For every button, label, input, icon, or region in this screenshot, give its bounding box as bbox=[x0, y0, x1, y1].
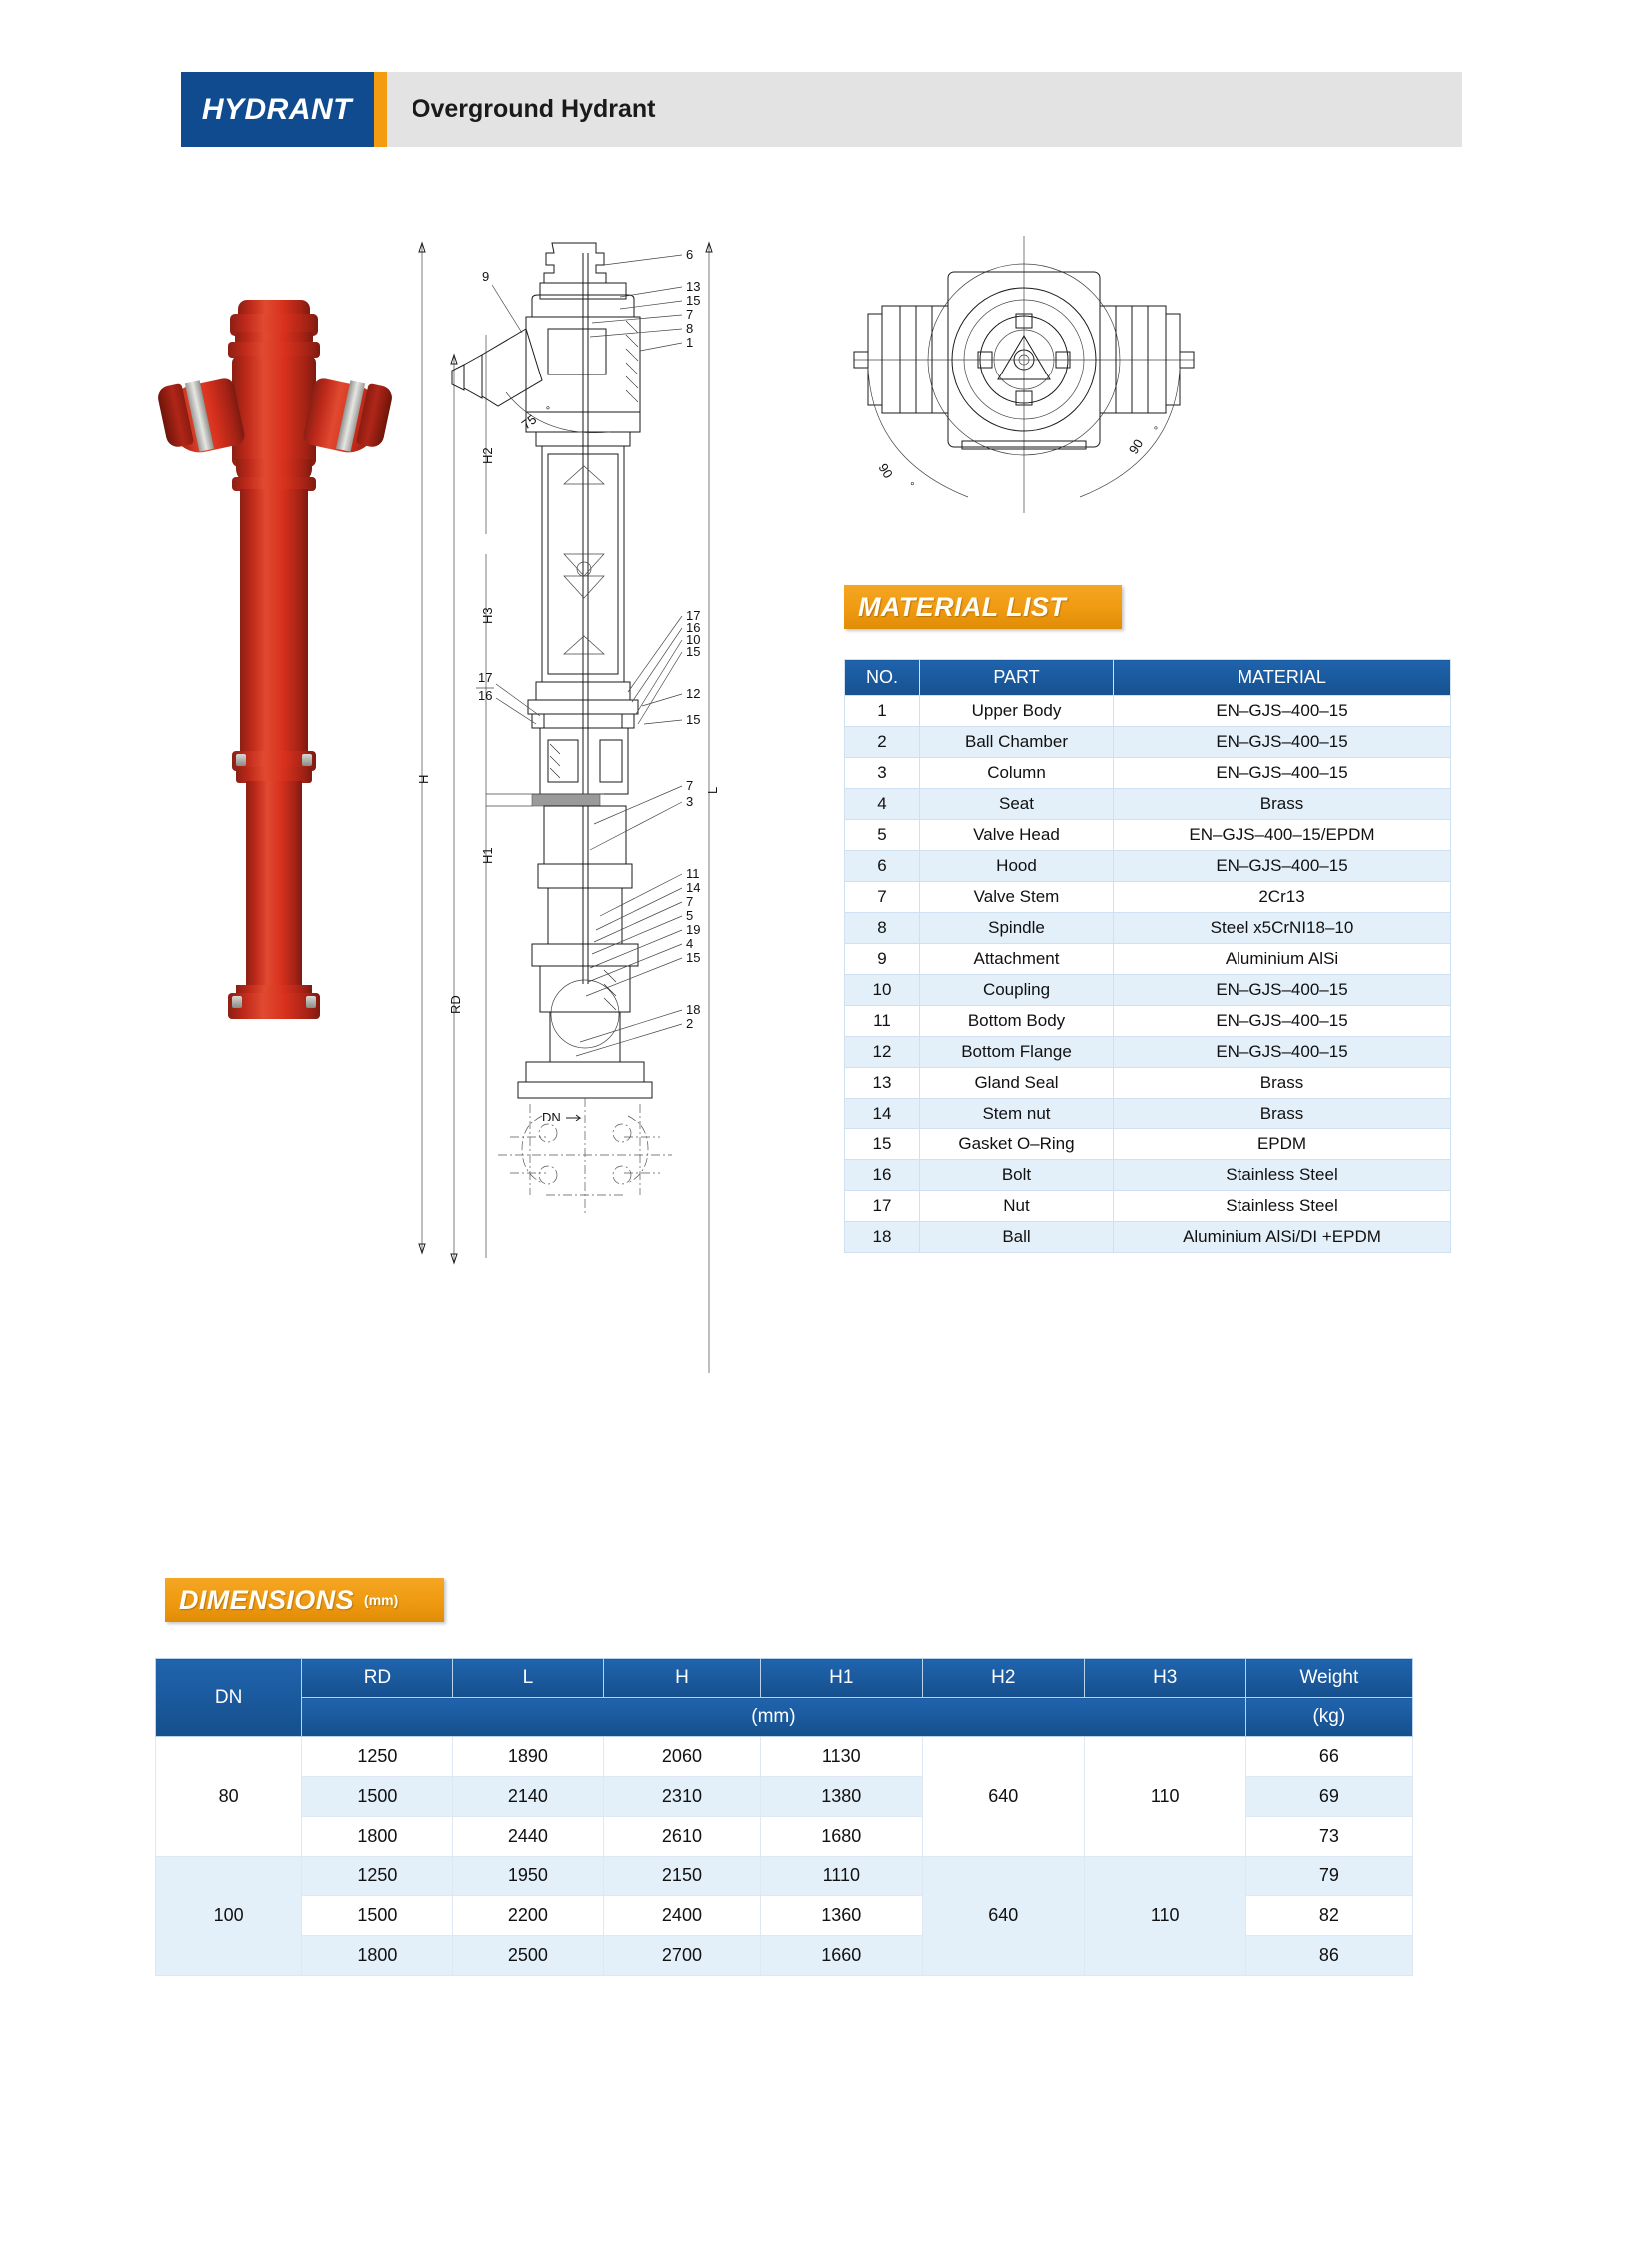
dimensions-cell-rd: 1250 bbox=[302, 1737, 452, 1777]
material-cell-no: 3 bbox=[845, 758, 920, 789]
material-cell-material: EN–GJS–400–15 bbox=[1114, 975, 1451, 1006]
material-table-row bbox=[845, 1160, 1451, 1191]
dimensions-cell-weight: 82 bbox=[1245, 1896, 1412, 1936]
callout-1: 1 bbox=[686, 335, 694, 350]
material-cell-part: Hood bbox=[920, 851, 1114, 882]
material-cell-no: 1 bbox=[845, 696, 920, 727]
callout-3: 3 bbox=[686, 794, 694, 809]
material-cell-no: 18 bbox=[845, 1222, 920, 1253]
hydrant-base-bolt bbox=[232, 996, 242, 1008]
material-cell-material: EN–GJS–400–15 bbox=[1114, 758, 1451, 789]
dimensions-cell-h1: 1130 bbox=[760, 1737, 922, 1777]
dimensions-cell-l: 2500 bbox=[452, 1936, 603, 1976]
dim-col-h: H bbox=[604, 1659, 761, 1698]
callout-4: 4 bbox=[686, 936, 694, 951]
callout-18: 18 bbox=[686, 1002, 701, 1017]
callout-7b: 7 bbox=[686, 778, 694, 793]
material-list-table bbox=[844, 659, 1451, 1253]
angle-label-75: 75 bbox=[518, 411, 540, 433]
material-cell-part: Column bbox=[920, 758, 1114, 789]
material-table-header-row bbox=[845, 660, 1451, 696]
material-table-row bbox=[845, 1222, 1451, 1253]
material-cell-part: Spindle bbox=[920, 913, 1114, 944]
material-cell-part: Bottom Body bbox=[920, 1006, 1114, 1037]
hydrant-riser bbox=[240, 489, 308, 761]
dimensions-cell-l: 2140 bbox=[452, 1777, 603, 1817]
dim-col-weight: Weight bbox=[1245, 1659, 1412, 1698]
dimensions-cell-h1: 1380 bbox=[760, 1777, 922, 1817]
dimensions-cell-l: 2440 bbox=[452, 1817, 603, 1857]
dimensions-cell-h1: 1110 bbox=[760, 1857, 922, 1896]
material-cell-part: Gasket O–Ring bbox=[920, 1129, 1114, 1160]
dimensions-header-row-1 bbox=[156, 1659, 1413, 1698]
material-cell-part: Coupling bbox=[920, 975, 1114, 1006]
material-cell-no: 4 bbox=[845, 789, 920, 820]
material-table-row bbox=[845, 789, 1451, 820]
material-cell-no: 2 bbox=[845, 727, 920, 758]
dim-label-l: L bbox=[705, 786, 720, 794]
callout-2: 2 bbox=[686, 1016, 694, 1031]
callout-13: 13 bbox=[686, 279, 701, 294]
material-cell-no: 11 bbox=[845, 1006, 920, 1037]
material-cell-no: 13 bbox=[845, 1068, 920, 1099]
material-cell-part: Bottom Flange bbox=[920, 1037, 1114, 1068]
dimensions-cell-dn: 80 bbox=[156, 1737, 302, 1857]
dim-col-h1: H1 bbox=[760, 1659, 922, 1698]
callout-15a: 15 bbox=[686, 293, 701, 308]
material-table-row bbox=[845, 1037, 1451, 1068]
material-table-row bbox=[845, 1068, 1451, 1099]
dimensions-cell-h1: 1360 bbox=[760, 1896, 922, 1936]
dim-unit-mm: (mm) bbox=[302, 1698, 1246, 1737]
material-cell-part: Gland Seal bbox=[920, 1068, 1114, 1099]
dimensions-cell-dn: 100 bbox=[156, 1857, 302, 1976]
material-cell-no: 15 bbox=[845, 1129, 920, 1160]
material-cell-part: Ball bbox=[920, 1222, 1114, 1253]
callout-6: 6 bbox=[686, 247, 694, 262]
degree-symbol-90-left: ° bbox=[903, 480, 916, 491]
dimensions-cell-h: 2400 bbox=[604, 1896, 761, 1936]
material-cell-material: Steel x5CrNI18–10 bbox=[1114, 913, 1451, 944]
dimensions-cell-h: 2150 bbox=[604, 1857, 761, 1896]
dimensions-cell-rd: 1500 bbox=[302, 1777, 452, 1817]
material-cell-material: Aluminium AlSi/DI +EPDM bbox=[1114, 1222, 1451, 1253]
header-category-block bbox=[181, 72, 374, 147]
dimensions-banner bbox=[165, 1578, 444, 1622]
hydrant-column bbox=[246, 781, 302, 999]
dimensions-cell-h: 2310 bbox=[604, 1777, 761, 1817]
dimensions-cell-h3: 110 bbox=[1084, 1857, 1245, 1976]
header-title-block bbox=[387, 72, 1462, 147]
angle-label-90-left: 90 bbox=[875, 460, 896, 481]
material-cell-part: Upper Body bbox=[920, 696, 1114, 727]
material-table-row bbox=[845, 1099, 1451, 1129]
material-cell-part: Seat bbox=[920, 789, 1114, 820]
dimensions-cell-l: 2200 bbox=[452, 1896, 603, 1936]
callout-7c: 7 bbox=[686, 894, 694, 909]
dimensions-cell-h2: 640 bbox=[922, 1857, 1084, 1976]
header-orange-divider bbox=[374, 72, 387, 147]
callout-12: 12 bbox=[686, 686, 701, 701]
dimensions-cell-weight: 69 bbox=[1245, 1777, 1412, 1817]
material-col-material: MATERIAL bbox=[1114, 660, 1451, 696]
dim-col-h3: H3 bbox=[1084, 1659, 1245, 1698]
material-table-row bbox=[845, 696, 1451, 727]
sectional-drawing bbox=[414, 225, 814, 1403]
callout-16-left: 16 bbox=[478, 688, 493, 703]
material-cell-part: Ball Chamber bbox=[920, 727, 1114, 758]
callout-15b: 15 bbox=[686, 644, 701, 659]
material-cell-part: Valve Stem bbox=[920, 882, 1114, 913]
dimensions-cell-h2: 640 bbox=[922, 1737, 1084, 1857]
product-photo bbox=[140, 300, 410, 1039]
material-cell-no: 9 bbox=[845, 944, 920, 975]
dimensions-cell-h: 2060 bbox=[604, 1737, 761, 1777]
material-cell-no: 6 bbox=[845, 851, 920, 882]
material-table-row bbox=[845, 820, 1451, 851]
dimensions-cell-h1: 1660 bbox=[760, 1936, 922, 1976]
dim-label-h: H bbox=[416, 774, 431, 784]
dimensions-cell-h: 2700 bbox=[604, 1936, 761, 1976]
dim-label-dn: DN bbox=[542, 1110, 561, 1124]
material-cell-no: 17 bbox=[845, 1191, 920, 1222]
callout-7a: 7 bbox=[686, 307, 694, 322]
degree-symbol-75: ° bbox=[544, 404, 556, 417]
hydrant-flange-bolt bbox=[236, 754, 246, 766]
callout-9: 9 bbox=[482, 269, 490, 284]
dimensions-cell-weight: 73 bbox=[1245, 1817, 1412, 1857]
material-cell-material: EN–GJS–400–15 bbox=[1114, 1006, 1451, 1037]
top-view-drawing bbox=[844, 230, 1204, 519]
material-table-row bbox=[845, 944, 1451, 975]
degree-symbol-90-right: ° bbox=[1152, 424, 1165, 435]
material-table-row bbox=[845, 882, 1451, 913]
material-col-no: NO. bbox=[845, 660, 920, 696]
material-cell-material: Brass bbox=[1114, 1068, 1451, 1099]
dimensions-cell-l: 1950 bbox=[452, 1857, 603, 1896]
material-cell-material: EN–GJS–400–15 bbox=[1114, 851, 1451, 882]
dimensions-cell-rd: 1250 bbox=[302, 1857, 452, 1896]
material-cell-material: Stainless Steel bbox=[1114, 1191, 1451, 1222]
dimensions-cell-rd: 1800 bbox=[302, 1817, 452, 1857]
callout-15d: 15 bbox=[686, 950, 701, 965]
callout-8: 8 bbox=[686, 321, 694, 336]
callout-14: 14 bbox=[686, 880, 701, 895]
material-cell-material: EN–GJS–400–15/EPDM bbox=[1114, 820, 1451, 851]
callout-10: 10 bbox=[686, 632, 701, 647]
material-table-row bbox=[845, 758, 1451, 789]
material-cell-no: 16 bbox=[845, 1160, 920, 1191]
callout-19: 19 bbox=[686, 922, 701, 937]
dimensions-cell-h3: 110 bbox=[1084, 1737, 1245, 1857]
material-table-row bbox=[845, 975, 1451, 1006]
dim-col-l: L bbox=[452, 1659, 603, 1698]
dimensions-banner-label: DIMENSIONS bbox=[179, 1584, 355, 1615]
material-cell-part: Stem nut bbox=[920, 1099, 1114, 1129]
dimensions-cell-l: 1890 bbox=[452, 1737, 603, 1777]
callout-5: 5 bbox=[686, 908, 694, 923]
callout-17b: 17 bbox=[686, 608, 701, 623]
material-cell-material: EN–GJS–400–15 bbox=[1114, 696, 1451, 727]
material-cell-part: Attachment bbox=[920, 944, 1114, 975]
material-cell-material: Brass bbox=[1114, 789, 1451, 820]
header-category-label: HYDRANT bbox=[201, 92, 352, 126]
material-col-part: PART bbox=[920, 660, 1114, 696]
dimensions-cell-rd: 1800 bbox=[302, 1936, 452, 1976]
material-cell-no: 7 bbox=[845, 882, 920, 913]
material-cell-part: Nut bbox=[920, 1191, 1114, 1222]
dimensions-cell-weight: 79 bbox=[1245, 1857, 1412, 1896]
material-cell-no: 10 bbox=[845, 975, 920, 1006]
dimensions-cell-rd: 1500 bbox=[302, 1896, 452, 1936]
material-table-row bbox=[845, 851, 1451, 882]
page-title: Overground Hydrant bbox=[412, 95, 656, 123]
material-cell-material: EN–GJS–400–15 bbox=[1114, 1037, 1451, 1068]
dim-label-h2: H2 bbox=[480, 447, 495, 464]
material-table-row bbox=[845, 1129, 1451, 1160]
material-cell-material: Brass bbox=[1114, 1099, 1451, 1129]
dim-col-rd: RD bbox=[302, 1659, 452, 1698]
dimensions-table-row bbox=[156, 1857, 1413, 1896]
material-cell-material: EPDM bbox=[1114, 1129, 1451, 1160]
material-list-banner-label: MATERIAL LIST bbox=[858, 591, 1067, 622]
material-cell-no: 12 bbox=[845, 1037, 920, 1068]
material-cell-material: Stainless Steel bbox=[1114, 1160, 1451, 1191]
callout-15c: 15 bbox=[686, 712, 701, 727]
angle-label-90-right: 90 bbox=[1125, 436, 1147, 457]
callout-17-left: 17 bbox=[478, 670, 493, 685]
material-table-row bbox=[845, 1006, 1451, 1037]
material-table-row bbox=[845, 913, 1451, 944]
material-cell-material: EN–GJS–400–15 bbox=[1114, 727, 1451, 758]
dim-label-h3: H3 bbox=[480, 607, 495, 624]
callout-11: 11 bbox=[686, 866, 700, 881]
dimensions-table bbox=[155, 1658, 1413, 1976]
hydrant-base-bolt bbox=[306, 996, 316, 1008]
dim-unit-kg: (kg) bbox=[1245, 1698, 1412, 1737]
material-table-row bbox=[845, 1191, 1451, 1222]
hydrant-upper-body bbox=[232, 356, 316, 467]
dimensions-cell-h1: 1680 bbox=[760, 1817, 922, 1857]
dim-label-rd: RD bbox=[448, 995, 463, 1014]
material-cell-material: 2Cr13 bbox=[1114, 882, 1451, 913]
dimensions-header-row-2 bbox=[156, 1698, 1413, 1737]
material-cell-no: 8 bbox=[845, 913, 920, 944]
material-cell-part: Valve Head bbox=[920, 820, 1114, 851]
dimensions-banner-unit: (mm) bbox=[364, 1592, 399, 1608]
material-cell-no: 5 bbox=[845, 820, 920, 851]
material-cell-part: Bolt bbox=[920, 1160, 1114, 1191]
dimensions-cell-weight: 66 bbox=[1245, 1737, 1412, 1777]
page-header bbox=[181, 72, 1462, 147]
callout-16b: 16 bbox=[686, 620, 701, 635]
dimensions-cell-h: 2610 bbox=[604, 1817, 761, 1857]
material-list-banner bbox=[844, 585, 1122, 629]
dim-col-dn: DN bbox=[156, 1659, 302, 1737]
dimensions-table-row bbox=[156, 1737, 1413, 1777]
dim-label-h1: H1 bbox=[480, 847, 495, 864]
material-table-row bbox=[845, 727, 1451, 758]
ground-level-hatch bbox=[532, 794, 600, 806]
dimensions-cell-weight: 86 bbox=[1245, 1936, 1412, 1976]
material-cell-material: Aluminium AlSi bbox=[1114, 944, 1451, 975]
material-cell-no: 14 bbox=[845, 1099, 920, 1129]
dim-col-h2: H2 bbox=[922, 1659, 1084, 1698]
hydrant-flange-bolt bbox=[302, 754, 312, 766]
